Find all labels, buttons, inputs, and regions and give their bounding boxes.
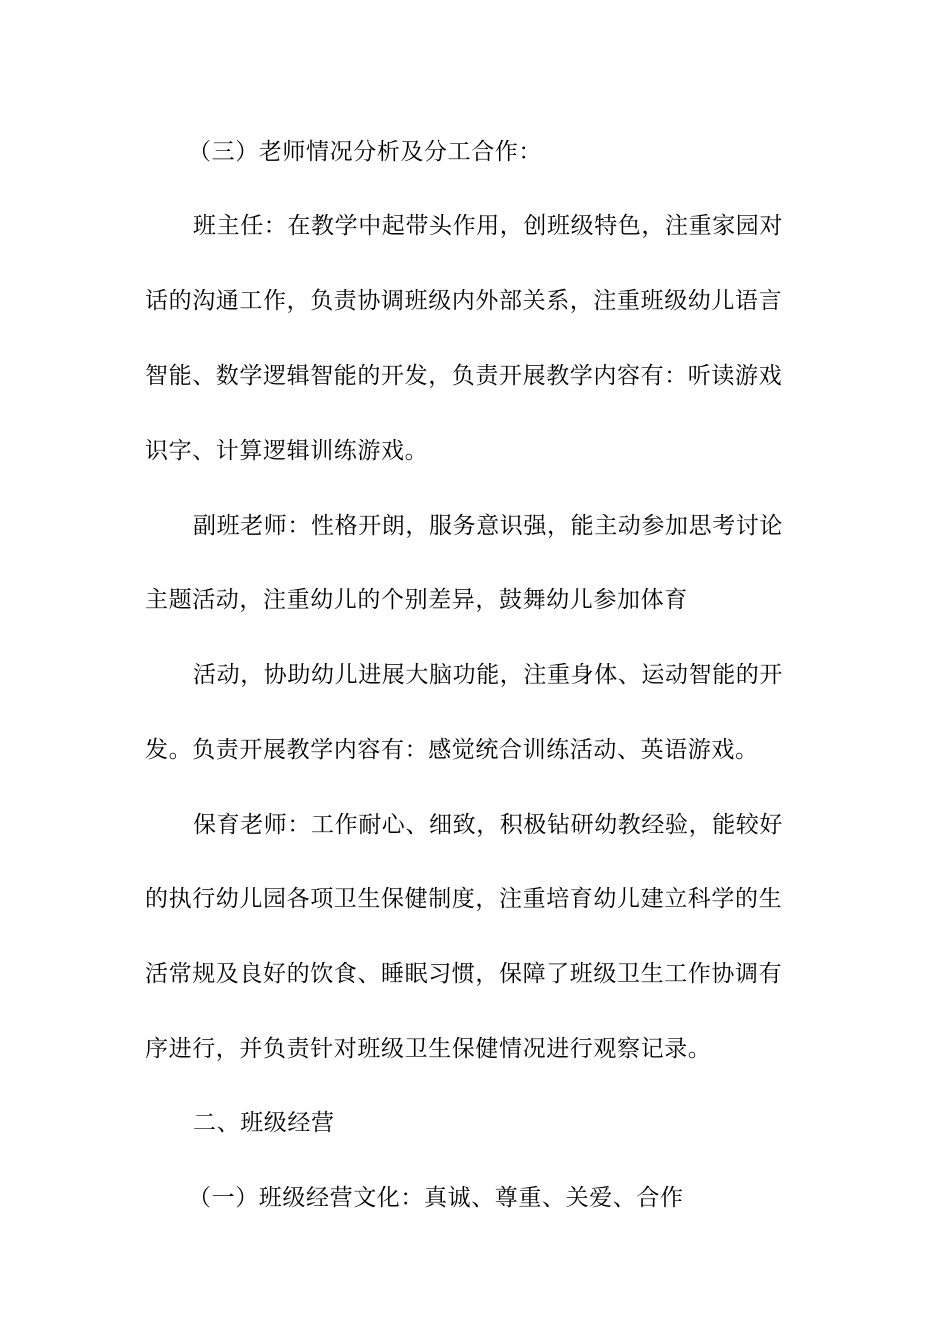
paragraph-head-teacher-line-3: 智能、数学逻辑智能的开发，负责开展教学内容有：听读游戏 bbox=[145, 363, 783, 389]
paragraph-head-teacher-line-1: 班主任：在教学中起带头作用，创班级特色，注重家园对 bbox=[193, 213, 783, 239]
paragraph-head-teacher-line-4: 识字、计算逻辑训练游戏。 bbox=[145, 438, 429, 464]
section-heading-teachers: （三）老师情况分析及分工合作： bbox=[188, 139, 542, 165]
paragraph-activities-line-1: 活动，协助幼儿进展大脑功能，注重身体、运动智能的开 bbox=[193, 662, 783, 688]
paragraph-assistant-teacher-line-2: 主题活动，注重幼儿的个别差异，鼓舞幼儿参加体育 bbox=[145, 587, 688, 613]
paragraph-activities-line-2: 发。负责开展教学内容有：感觉统合训练活动、英语游戏。 bbox=[145, 737, 759, 763]
paragraph-nursery-teacher-line-3: 活常规及良好的饮食、睡眠习惯，保障了班级卫生工作协调有 bbox=[145, 961, 783, 987]
paragraph-nursery-teacher-line-2: 的执行幼儿园各项卫生保健制度，注重培育幼儿建立科学的生 bbox=[145, 886, 783, 912]
paragraph-assistant-teacher-line-1: 副班老师：性格开朗，服务意识强，能主动参加思考讨论 bbox=[193, 513, 783, 539]
paragraph-nursery-teacher-line-1: 保育老师：工作耐心、细致，积极钻研幼教经验，能较好 bbox=[193, 812, 783, 838]
section-heading-class-management: 二、班级经营 bbox=[193, 1110, 335, 1136]
paragraph-head-teacher-line-2: 话的沟通工作，负责协调班级内外部关系，注重班级幼儿语言 bbox=[145, 288, 783, 314]
subsection-heading-class-culture: （一）班级经营文化：真诚、尊重、关爱、合作 bbox=[188, 1185, 684, 1211]
paragraph-nursery-teacher-line-4: 序进行，并负责针对班级卫生保健情况进行观察记录。 bbox=[145, 1036, 712, 1062]
